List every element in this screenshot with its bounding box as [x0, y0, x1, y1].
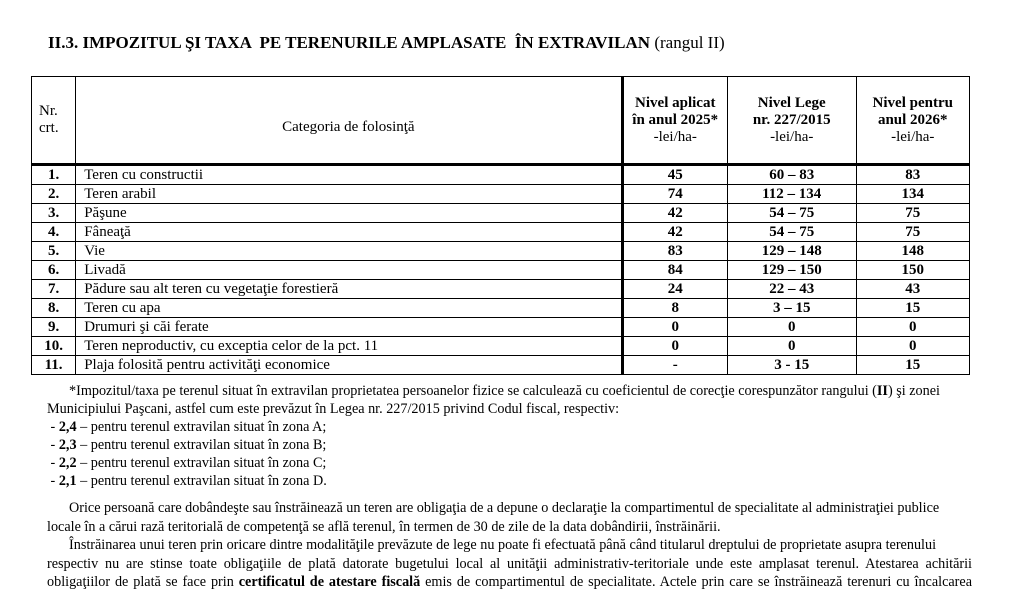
row-law: 129 – 148: [727, 242, 856, 261]
row-next: 148: [856, 242, 970, 261]
footnote-line1: [47, 382, 972, 400]
row-next: 134: [856, 185, 970, 204]
header-applied: [622, 77, 727, 165]
row-nr: 8.: [32, 299, 76, 318]
body-paragraphs: [47, 499, 972, 592]
para2-line2: respectiv nu are stinse toate obligaţiile de plată datorate bugetului local al unităţii administrativ-teritoriale unde este amplasat terenul. Atestarea achitării: [47, 555, 972, 572]
row-applied: 8: [622, 299, 727, 318]
row-next: 0: [856, 318, 970, 337]
zone-coef: 2,1: [58, 473, 77, 489]
tax-table: [31, 76, 970, 375]
table-row: [32, 337, 970, 356]
header-applied-line2: în anul 2025*: [632, 111, 719, 128]
row-law: 0: [727, 337, 856, 356]
row-law: 3 – 15: [727, 299, 856, 318]
section-title: [48, 33, 725, 53]
table-row: [32, 242, 970, 261]
header-next-unit: -lei/ha-: [891, 128, 935, 145]
row-nr: 5.: [32, 242, 76, 261]
row-law: 129 – 150: [727, 261, 856, 280]
row-next: 83: [856, 165, 970, 185]
zone-coef: 2,4: [58, 419, 77, 435]
zone-text: – pentru terenul extravilan situat în zona C;: [76, 455, 327, 471]
row-nr: 11.: [32, 356, 76, 375]
header-category: Categoria de folosinţă: [76, 77, 622, 165]
zone-item: - 2,2 – pentru terenul extravilan situat în zona C;: [47, 455, 327, 471]
table-row: [32, 204, 970, 223]
header-nr-line2: crt.: [39, 120, 59, 136]
row-applied: -: [622, 356, 727, 375]
table-row: [32, 185, 970, 204]
table-row: [32, 223, 970, 242]
row-category: Fâneaţă: [76, 223, 622, 242]
row-nr: 1.: [32, 165, 76, 185]
para1-line2: locale în a cărui rază teritorială de competenţă se află terenul, în termen de 30 de zile de la data dobândirii, înstrăinării.: [47, 518, 721, 535]
row-law: 54 – 75: [727, 204, 856, 223]
row-category: Pădure sau alt teren cu vegetaţie forestieră: [76, 280, 622, 299]
header-nr-line1: Nr.: [39, 103, 58, 119]
para2-line3-b: emis de compartimentul de specialitate. Actele prin care se înstrăinează terenuri cu încalcarea: [420, 574, 972, 590]
footnote-line1-a: *Impozitul/taxa pe terenul situat în extravilan proprietatea persoanelor fizice se calculează cu coeficientul de corecţie corespunzător rangului (: [69, 383, 877, 399]
zone-text: – pentru terenul extravilan situat în zona B;: [76, 437, 327, 453]
zone-item: - 2,3 – pentru terenul extravilan situat în zona B;: [47, 437, 327, 453]
row-category: Păşune: [76, 204, 622, 223]
row-category: Teren cu constructii: [76, 165, 622, 185]
row-nr: 4.: [32, 223, 76, 242]
header-next-line2: anul 2026*: [877, 111, 948, 128]
footnote-line2: Municipiului Paşcani, astfel cum este prevăzut în Legea nr. 227/2015 privind Codul fiscal, respectiv:: [47, 401, 620, 417]
row-nr: 6.: [32, 261, 76, 280]
row-next: 150: [856, 261, 970, 280]
table-header-row: [32, 77, 970, 165]
zone-coef: 2,3: [58, 437, 77, 453]
row-next: 75: [856, 223, 970, 242]
row-category: Teren cu apa: [76, 299, 622, 318]
header-law-line1: Nivel Lege: [757, 94, 826, 111]
section-title-suffix: (rangul II): [650, 33, 725, 52]
row-applied: 0: [622, 318, 727, 337]
header-nr: [32, 77, 76, 165]
header-next-line1: Nivel pentru: [872, 94, 953, 111]
table-row: [32, 318, 970, 337]
row-category: Vie: [76, 242, 622, 261]
row-nr: 10.: [32, 337, 76, 356]
header-next: [856, 77, 970, 165]
row-applied: 74: [622, 185, 727, 204]
row-applied: 42: [622, 204, 727, 223]
row-applied: 42: [622, 223, 727, 242]
row-applied: 83: [622, 242, 727, 261]
row-next: 15: [856, 299, 970, 318]
row-law: 54 – 75: [727, 223, 856, 242]
row-law: 22 – 43: [727, 280, 856, 299]
header-law-line2: nr. 227/2015: [752, 111, 831, 128]
zone-item: - 2,4 – pentru terenul extravilan situat în zona A;: [47, 419, 327, 435]
row-category: Teren arabil: [76, 185, 622, 204]
zone-item: - 2,1 – pentru terenul extravilan situat în zona D.: [47, 473, 327, 489]
para2-line3-a: obligaţiilor de plată se face prin: [47, 574, 239, 590]
table-row: [32, 261, 970, 280]
row-applied: 0: [622, 337, 727, 356]
header-applied-line1: Nivel aplicat: [635, 94, 716, 111]
para1-line1: Orice persoană care dobândeşte sau înstrăinează un teren are obligaţia de a depune o declaraţie la compartimentul de specialitate al administraţiei publice: [69, 500, 940, 516]
footnote-rank: II: [876, 383, 888, 399]
row-next: 0: [856, 337, 970, 356]
zone-coef: 2,2: [58, 455, 77, 471]
row-nr: 9.: [32, 318, 76, 337]
row-category: Plaja folosită pentru activităţi economice: [76, 356, 622, 375]
row-law: 60 – 83: [727, 165, 856, 185]
footnote-line1-b: ) şi zonei: [887, 383, 940, 399]
row-applied: 84: [622, 261, 727, 280]
para2-line1: Înstrăinarea unui teren prin oricare dintre modalităţile prevăzute de lege nu poate fi efectuată până când titularul dreptului de proprietate asupra terenului: [69, 537, 937, 553]
row-applied: 45: [622, 165, 727, 185]
row-category: Teren neproductiv, cu exceptia celor de la pct. 11: [76, 337, 622, 356]
para2-line3: [47, 573, 972, 592]
zone-text: – pentru terenul extravilan situat în zona A;: [76, 419, 327, 435]
row-nr: 3.: [32, 204, 76, 223]
certificate-term: certificatul de atestare fiscală: [238, 574, 421, 590]
header-law-unit: -lei/ha-: [770, 128, 814, 145]
row-law: 3 - 15: [727, 356, 856, 375]
row-category: Drumuri şi căi ferate: [76, 318, 622, 337]
row-category: Livadă: [76, 261, 622, 280]
row-nr: 2.: [32, 185, 76, 204]
table-row: [32, 280, 970, 299]
header-applied-unit: -lei/ha-: [653, 128, 697, 145]
footnote: [47, 382, 972, 490]
row-law: 0: [727, 318, 856, 337]
section-title-main: II.3. IMPOZITUL ŞI TAXA PE TERENURILE AMPLASATE ÎN EXTRAVILAN: [48, 33, 651, 52]
row-next: 75: [856, 204, 970, 223]
table-row: [32, 356, 970, 375]
table-row: [32, 299, 970, 318]
row-applied: 24: [622, 280, 727, 299]
table-row: [32, 165, 970, 185]
row-nr: 7.: [32, 280, 76, 299]
row-next: 43: [856, 280, 970, 299]
header-law: [727, 77, 856, 165]
row-law: 112 – 134: [727, 185, 856, 204]
row-next: 15: [856, 356, 970, 375]
zone-text: – pentru terenul extravilan situat în zona D.: [76, 473, 327, 489]
